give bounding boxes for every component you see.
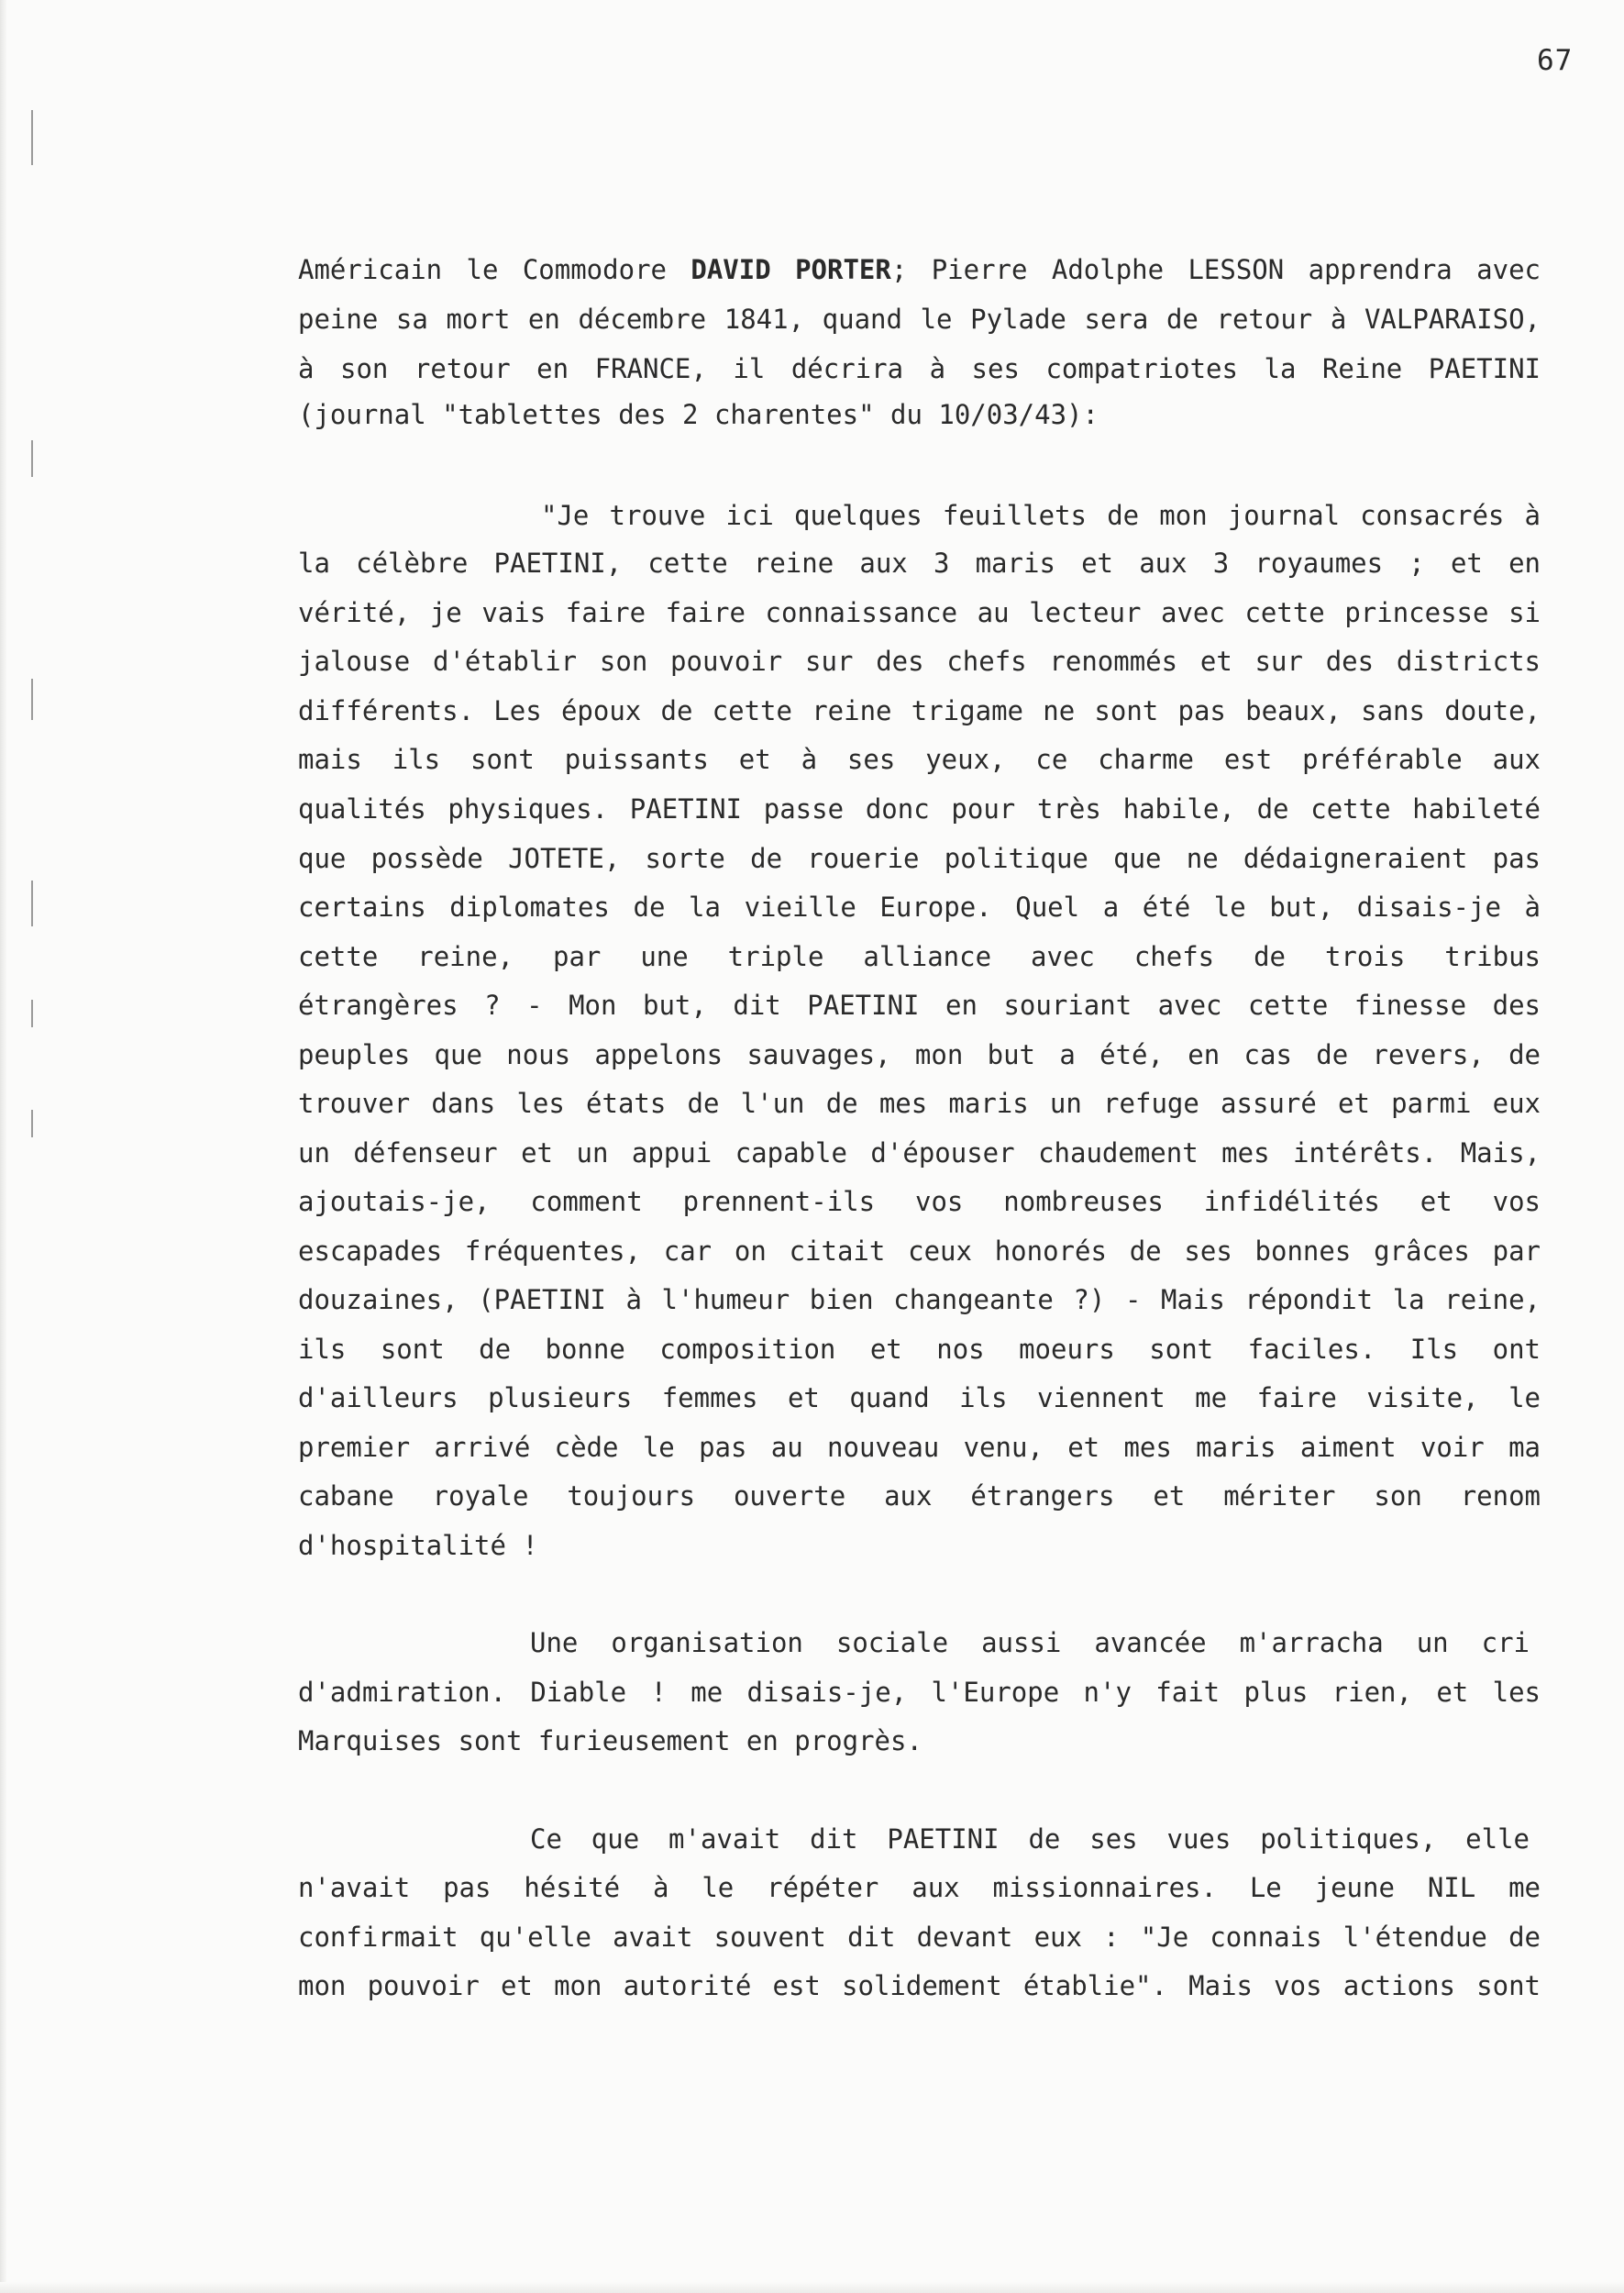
binding-mark (31, 881, 33, 926)
scan-left-edge (0, 0, 7, 2293)
text-line: Une organisation sociale aussi avancée m'arracha un cri (530, 1627, 1530, 1658)
quote-line: premier arrivé cède le pas au nouveau venu, et mes maris aiment voir ma (298, 1432, 1541, 1463)
text-line: d'admiration. Diable ! me disais-je, l'Europe n'y fait plus rien, et les (298, 1677, 1541, 1708)
quote-line: douzaines, (PAETINI à l'humeur bien changeante ?) - Mais répondit la reine, (298, 1284, 1541, 1315)
binding-mark (31, 679, 33, 720)
quote-line: "Je trouve ici quelques feuillets de mon journal consacrés à (541, 500, 1541, 531)
quote-line: trouver dans les états de l'un de mes maris un refuge assuré et parmi eux (298, 1088, 1541, 1119)
quote-line: certains diplomates de la vieille Europe. Quel a été le but, disais-je à (298, 892, 1541, 923)
text-line: n'avait pas hésité à le répéter aux missionnaires. Le jeune NIL me (298, 1872, 1541, 1903)
binding-mark (31, 1000, 33, 1027)
quote-line: qualités physiques. PAETINI passe donc pour très habile, de cette habileté (298, 793, 1541, 825)
quote-line: vérité, je vais faire faire connaissance au lecteur avec cette princesse si (298, 597, 1541, 628)
quote-line: la célèbre PAETINI, cette reine aux 3 maris et aux 3 royaumes ; et en (298, 548, 1541, 579)
text-segment: Américain le Commodore (298, 254, 691, 285)
scan-bottom-edge (0, 2282, 1624, 2293)
text-line: (journal "tablettes des 2 charentes" du 10/03/43): (298, 399, 1099, 430)
quote-line: étrangères ? - Mon but, dit PAETINI en souriant avec cette finesse des (298, 990, 1541, 1021)
text-line: à son retour en FRANCE, il décrira à ses compatriotes la Reine PAETINI (298, 353, 1541, 384)
text-line: confirmait qu'elle avait souvent dit devant eux : "Je connais l'étendue de (298, 1922, 1541, 1953)
binding-mark (31, 110, 33, 165)
page-number: 67 (1537, 44, 1574, 77)
quote-line: d'hospitalité ! (298, 1530, 538, 1561)
text-segment: ; Pierre Adolphe LESSON apprendra avec (890, 254, 1541, 285)
text-line (298, 253, 1541, 286)
quote-line: un défenseur et un appui capable d'épouser chaudement mes intérêts. Mais, (298, 1137, 1541, 1169)
binding-mark (31, 440, 33, 477)
person-name: DAVID PORTER (690, 254, 891, 285)
quote-line: mais ils sont puissants et à ses yeux, ce charme est préférable aux (298, 744, 1541, 775)
quote-line: cabane royale toujours ouverte aux étrangers et mériter son renom (298, 1480, 1541, 1512)
quote-line: cette reine, par une triple alliance avec chefs de trois tribus (298, 941, 1541, 972)
binding-mark (31, 1110, 33, 1137)
text-line: mon pouvoir et mon autorité est solidement établie". Mais vos actions sont (298, 1970, 1541, 2001)
quote-line: ils sont de bonne composition et nos moeurs sont faciles. Ils ont (298, 1334, 1541, 1365)
quote-line: escapades fréquentes, car on citait ceux honorés de ses bonnes grâces par (298, 1235, 1541, 1267)
quote-line: jalouse d'établir son pouvoir sur des chefs renommés et sur des districts (298, 646, 1541, 677)
quote-line: que possède JOTETE, sorte de rouerie politique que ne dédaigneraient pas (298, 843, 1541, 874)
text-line: Marquises sont furieusement en progrès. (298, 1725, 922, 1756)
quote-line: d'ailleurs plusieurs femmes et quand ils viennent me faire visite, le (298, 1382, 1541, 1413)
text-line: peine sa mort en décembre 1841, quand le Pylade sera de retour à VALPARAISO, (298, 304, 1541, 335)
quote-line: différents. Les époux de cette reine trigame ne sont pas beaux, sans doute, (298, 695, 1541, 726)
quote-line: ajoutais-je, comment prennent-ils vos nombreuses infidélités et vos (298, 1186, 1541, 1217)
quote-line: peuples que nous appelons sauvages, mon but a été, en cas de revers, de (298, 1039, 1541, 1070)
text-line: Ce que m'avait dit PAETINI de ses vues politiques, elle (530, 1823, 1530, 1855)
